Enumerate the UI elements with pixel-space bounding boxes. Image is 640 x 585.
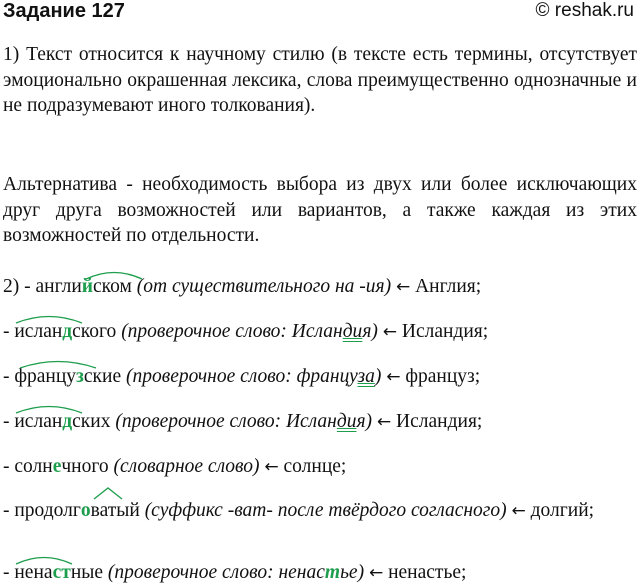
highlighted-letter: з	[76, 366, 84, 387]
highlighted-letter: е	[52, 456, 62, 477]
root-arc-icon	[14, 551, 74, 565]
highlighted-letter: д	[62, 411, 73, 432]
highlighted-letter: й	[81, 276, 94, 297]
arrow-left-icon: ←	[511, 501, 526, 521]
word-analysis-line: 2) - английском (от существительного на -ия) ← Англия;	[3, 276, 482, 297]
word-analysis-line: - исландского (проверочное слово: Исландия) ← Исландия;	[3, 321, 489, 342]
task-title: Задание 127	[3, 0, 125, 22]
suffix-arc-icon	[92, 486, 124, 500]
root-arc-icon	[14, 400, 84, 414]
root-arc-icon	[14, 310, 84, 324]
word-analysis-line: - солнечного (словарное слово) ← солнце;	[3, 456, 347, 477]
highlighted-letter: с	[52, 562, 62, 583]
arrow-left-icon: ←	[395, 277, 411, 297]
arrow-left-icon: ←	[264, 457, 279, 477]
arrow-left-icon: ←	[368, 563, 384, 583]
highlighted-letter: о	[80, 500, 91, 521]
root-arc-icon	[18, 355, 98, 369]
arrow-left-icon: ←	[382, 322, 397, 342]
site-credit: © reshak.ru	[535, 0, 634, 21]
word-analysis-line: - продолговатый (суффикс -ват- после твёрдого согласного) ← долгий;	[3, 500, 595, 521]
answer-paragraph-1: 1) Текст относится к научному стилю (в тексте есть термины, отсутствует эмоционально окрашенная лексика, слова преимущественно однозначные и не подразумевают иного толкования).	[3, 44, 637, 116]
page-header	[0, 0, 640, 26]
word-analysis-line: - исландских (проверочное слово: Исландия) ← Исландия;	[3, 411, 483, 432]
arrow-left-icon: ←	[386, 367, 401, 387]
definition-paragraph: Альтернатива - необходимость выбора из двух или более исключающих друг друга возможностей или вариантов, а также каждая из этих возможностей по отдельности.	[3, 174, 637, 246]
highlighted-letter: д	[62, 321, 73, 342]
root-arc-icon	[84, 266, 144, 280]
word-analysis-line: - ненастные (проверочное слово: ненастье) ← ненастье;	[3, 562, 467, 583]
arrow-left-icon: ←	[376, 412, 392, 432]
word-analysis-line: - французские (проверочное слово: француза) ← француз;	[3, 366, 481, 387]
